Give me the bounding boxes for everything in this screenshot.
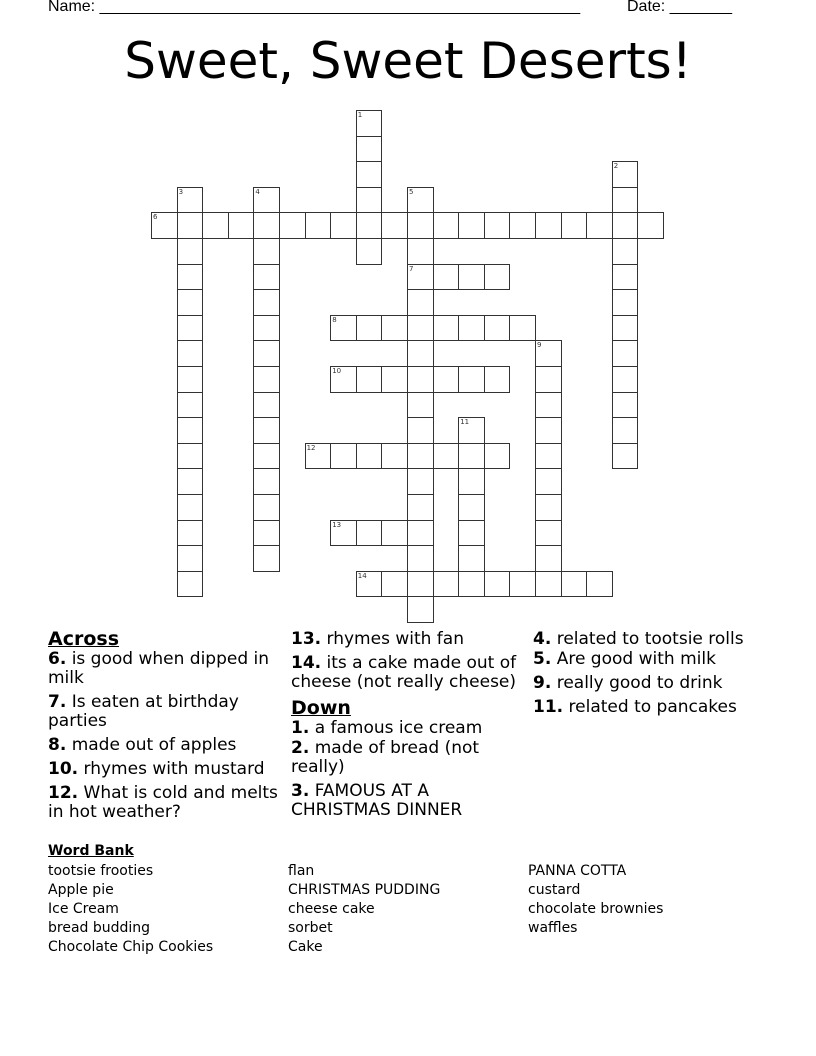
grid-cell[interactable] — [612, 212, 639, 239]
grid-cell[interactable] — [458, 571, 485, 598]
clues-column-1 — [48, 628, 283, 827]
grid-cell[interactable] — [637, 212, 664, 239]
grid-cell[interactable] — [407, 545, 434, 572]
grid-cell[interactable] — [253, 264, 280, 291]
grid-cell[interactable] — [305, 212, 332, 239]
clue-number: 13 — [332, 520, 342, 529]
grid-cell[interactable] — [177, 571, 204, 598]
grid-cell[interactable] — [407, 315, 434, 342]
grid-cell[interactable] — [177, 289, 204, 316]
grid-cell[interactable] — [433, 212, 460, 239]
grid-cell[interactable] — [458, 443, 485, 470]
clue-across-12: 12. What is cold and melts in hot weather? — [48, 783, 278, 822]
grid-cell[interactable] — [433, 366, 460, 393]
grid-cell[interactable] — [253, 238, 280, 265]
word-bank-item: Ice Cream — [48, 901, 119, 917]
grid-cell[interactable] — [484, 443, 511, 470]
grid-cell[interactable] — [177, 520, 204, 547]
grid-cell[interactable] — [612, 289, 639, 316]
grid-cell[interactable] — [305, 443, 332, 470]
grid-cell[interactable] — [356, 238, 383, 265]
word-bank-item: chocolate brownies — [528, 901, 664, 917]
grid-cell[interactable] — [253, 289, 280, 316]
grid-cell[interactable] — [253, 340, 280, 367]
grid-cell[interactable] — [484, 571, 511, 598]
grid-cell[interactable] — [279, 212, 306, 239]
clue-number: 2 — [613, 162, 619, 171]
grid-cell[interactable] — [535, 520, 562, 547]
grid-cell[interactable] — [458, 366, 485, 393]
grid-cell[interactable] — [407, 494, 434, 521]
grid-cell[interactable] — [177, 187, 204, 214]
grid-cell[interactable] — [151, 212, 178, 239]
grid-cell[interactable] — [253, 366, 280, 393]
word-bank-item: Cake — [288, 939, 323, 955]
grid-cell[interactable] — [509, 315, 536, 342]
clue-across-7: 7. Is eaten at birthday parties — [48, 692, 239, 731]
grid-cell[interactable] — [484, 366, 511, 393]
word-bank-title: Word Bank — [48, 843, 134, 859]
grid-cell[interactable] — [330, 520, 357, 547]
grid-cell[interactable] — [177, 392, 204, 419]
word-bank-item: CHRISTMAS PUDDING — [288, 882, 441, 898]
grid-cell[interactable] — [177, 366, 204, 393]
grid-cell[interactable] — [381, 315, 408, 342]
grid-cell[interactable] — [381, 520, 408, 547]
grid-cell[interactable] — [407, 340, 434, 367]
grid-cell[interactable] — [458, 417, 485, 444]
clue-across-13: 13. rhymes with fan — [291, 629, 464, 649]
grid-cell[interactable] — [612, 417, 639, 444]
grid-cell[interactable] — [177, 443, 204, 470]
grid-cell[interactable] — [612, 238, 639, 265]
clue-number: 5 — [409, 187, 414, 196]
grid-cell[interactable] — [407, 468, 434, 495]
grid-cell[interactable] — [535, 494, 562, 521]
grid-cell[interactable] — [407, 443, 434, 470]
clues-column-3 — [533, 630, 773, 722]
word-bank-column-2 — [288, 862, 440, 957]
grid-cell[interactable] — [612, 340, 639, 367]
grid-cell[interactable] — [253, 443, 280, 470]
grid-cell[interactable] — [253, 520, 280, 547]
grid-cell[interactable] — [356, 212, 383, 239]
grid-cell[interactable] — [535, 417, 562, 444]
clue-number: 1 — [357, 111, 363, 119]
grid-cell[interactable] — [458, 315, 485, 342]
grid-cell[interactable] — [356, 520, 383, 547]
grid-cell[interactable] — [484, 315, 511, 342]
word-bank-item: custard — [528, 882, 581, 898]
grid-cell[interactable] — [612, 161, 639, 188]
grid-cell[interactable] — [535, 468, 562, 495]
clue-down-9: 9. really good to drink — [533, 673, 723, 693]
grid-cell[interactable] — [356, 315, 383, 342]
clue-number: 8 — [332, 315, 337, 324]
clue-across-6: 6. is good when dipped in milk — [48, 649, 270, 688]
grid-cell[interactable] — [330, 212, 357, 239]
grid-cell[interactable] — [535, 443, 562, 470]
grid-cell[interactable] — [177, 264, 204, 291]
grid-cell[interactable] — [484, 264, 511, 291]
across-heading: Across — [48, 628, 120, 650]
grid-cell[interactable] — [177, 315, 204, 342]
grid-cell[interactable] — [561, 212, 588, 239]
name-field-label: Name: ______________________________________________________ — [48, 0, 581, 15]
grid-cell[interactable] — [228, 212, 255, 239]
grid-cell[interactable] — [381, 443, 408, 470]
grid-cell[interactable] — [458, 264, 485, 291]
word-bank-item: bread budding — [48, 920, 151, 936]
grid-cell[interactable] — [509, 571, 536, 598]
word-bank-item: Chocolate Chip Cookies — [48, 939, 214, 955]
word-bank-column-1 — [48, 862, 213, 957]
grid-cell[interactable] — [407, 417, 434, 444]
grid-cell[interactable] — [612, 187, 639, 214]
clue-number: 3 — [178, 187, 184, 196]
grid-cell[interactable] — [458, 468, 485, 495]
grid-cell[interactable] — [612, 315, 639, 342]
clue-number: 7 — [409, 264, 414, 273]
clue-number: 6 — [153, 213, 158, 222]
grid-cell[interactable] — [484, 212, 511, 239]
grid-cell[interactable] — [330, 366, 357, 393]
grid-cell[interactable] — [407, 212, 434, 239]
grid-cell[interactable] — [535, 392, 562, 419]
grid-cell[interactable] — [561, 571, 588, 598]
grid-cell[interactable] — [407, 392, 434, 419]
clue-down-11: 11. related to pancakes — [533, 697, 737, 717]
clue-across-10: 10. rhymes with mustard — [48, 759, 265, 779]
clue-down-4: 4. related to tootsie rolls — [533, 629, 744, 649]
grid-cell[interactable] — [356, 136, 383, 163]
grid-cell[interactable] — [330, 443, 357, 470]
grid-cell[interactable] — [177, 212, 204, 239]
grid-cell[interactable] — [356, 187, 383, 214]
clue-down-1: 1. a famous ice cream — [291, 718, 483, 738]
date-field-label: Date: _______ — [627, 0, 732, 15]
grid-cell[interactable] — [535, 212, 562, 239]
grid-cell[interactable] — [177, 340, 204, 367]
grid-cell[interactable] — [586, 571, 613, 598]
grid-cell[interactable] — [253, 315, 280, 342]
grid-cell[interactable] — [612, 264, 639, 291]
grid-cell[interactable] — [381, 212, 408, 239]
grid-cell[interactable] — [433, 571, 460, 598]
grid-cell[interactable] — [253, 468, 280, 495]
word-bank-item: flan — [288, 863, 315, 879]
down-heading: Down — [291, 697, 351, 719]
grid-cell[interactable] — [253, 494, 280, 521]
grid-cell[interactable] — [407, 238, 434, 265]
grid-cell[interactable] — [458, 494, 485, 521]
grid-cell[interactable] — [356, 110, 383, 137]
clue-across-14: 14. its a cake made out of cheese (not really cheese) — [291, 653, 517, 692]
grid-cell[interactable] — [330, 315, 357, 342]
grid-cell[interactable] — [253, 187, 280, 214]
grid-cell[interactable] — [586, 212, 613, 239]
clue-number: 10 — [332, 367, 342, 375]
word-bank-item: tootsie frooties — [48, 863, 154, 879]
grid-cell[interactable] — [407, 571, 434, 598]
grid-cell[interactable] — [407, 264, 434, 291]
clue-down-5: 5. Are good with milk — [533, 649, 716, 669]
grid-cell[interactable] — [177, 468, 204, 495]
clues-column-2 — [291, 630, 526, 825]
grid-cell[interactable] — [356, 571, 383, 598]
clue-down-3: 3. FAMOUS AT A CHRISTMAS DINNER — [291, 781, 463, 820]
grid-cell[interactable] — [407, 187, 434, 214]
grid-cell[interactable] — [407, 366, 434, 393]
grid-cell[interactable] — [407, 520, 434, 547]
grid-cell[interactable] — [509, 212, 536, 239]
page-title: Sweet, Sweet Deserts! — [124, 32, 692, 90]
grid-cell[interactable] — [433, 443, 460, 470]
clue-number: 14 — [357, 571, 367, 580]
clue-number: 11 — [460, 418, 470, 427]
clue-number: 9 — [537, 341, 542, 350]
grid-cell[interactable] — [535, 366, 562, 393]
grid-cell[interactable] — [177, 238, 204, 265]
grid-cell[interactable] — [458, 212, 485, 239]
grid-cell[interactable] — [612, 443, 639, 470]
grid-cell[interactable] — [356, 443, 383, 470]
grid-cell[interactable] — [177, 417, 204, 444]
grid-cell[interactable] — [407, 596, 434, 623]
word-bank-item: cheese cake — [288, 901, 375, 917]
clue-number: 12 — [306, 443, 316, 452]
grid-cell[interactable] — [407, 289, 434, 316]
grid-cell[interactable] — [612, 366, 639, 393]
grid-cell[interactable] — [535, 545, 562, 572]
grid-cell[interactable] — [356, 366, 383, 393]
grid-cell[interactable] — [253, 545, 280, 572]
grid-cell[interactable] — [202, 212, 229, 239]
grid-cell[interactable] — [356, 161, 383, 188]
grid-cell[interactable] — [433, 315, 460, 342]
word-bank-item: waffles — [528, 920, 578, 936]
grid-cell[interactable] — [433, 264, 460, 291]
grid-cell[interactable] — [612, 392, 639, 419]
grid-cell[interactable] — [253, 392, 280, 419]
grid-cell[interactable] — [177, 494, 204, 521]
grid-cell[interactable] — [253, 417, 280, 444]
clue-down-2: 2. made of bread (not really) — [291, 738, 480, 777]
clue-across-8: 8. made out of apples — [48, 735, 237, 755]
word-bank-column-3 — [528, 862, 663, 938]
clue-number: 4 — [255, 187, 260, 196]
grid-cell[interactable] — [253, 212, 280, 239]
word-bank-item: Apple pie — [48, 882, 114, 898]
word-bank-item: sorbet — [288, 920, 333, 936]
grid-cell[interactable] — [381, 571, 408, 598]
grid-cell[interactable] — [381, 366, 408, 393]
grid-cell[interactable] — [177, 545, 204, 572]
grid-cell[interactable] — [535, 571, 562, 598]
grid-cell[interactable] — [458, 545, 485, 572]
grid-cell[interactable] — [535, 340, 562, 367]
grid-cell[interactable] — [458, 520, 485, 547]
word-bank-item: PANNA COTTA — [528, 863, 627, 879]
